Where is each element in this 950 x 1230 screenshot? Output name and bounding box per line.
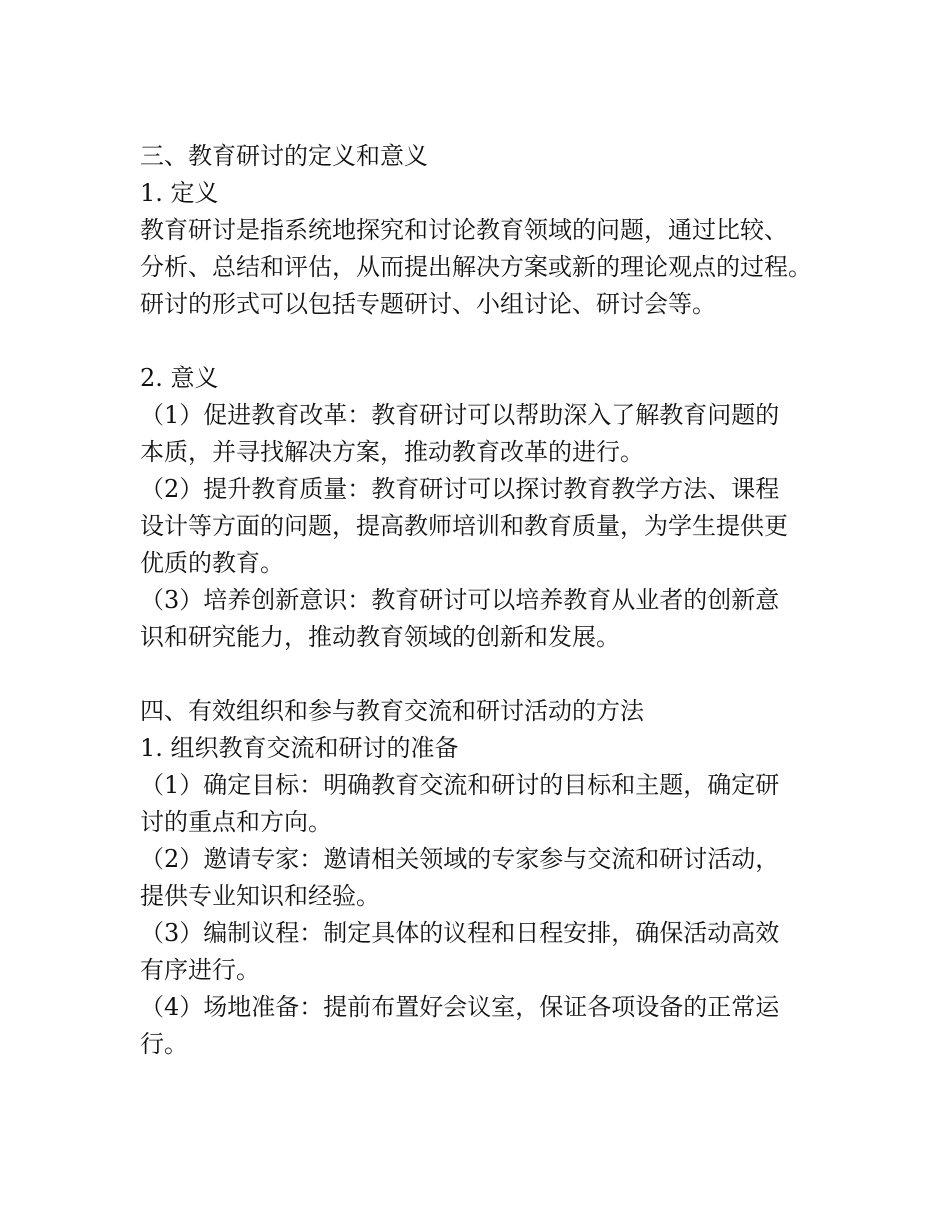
list-item-line: 识和研究能力，推动教育领域的创新和发展。: [140, 623, 620, 651]
section-heading-4: 四、有效组织和参与教育交流和研讨活动的方法: [140, 697, 644, 725]
list-item-line: （1）确定目标：明确教育交流和研讨的目标和主题，确定研: [140, 771, 780, 799]
list-item-line: （4）场地准备：提前布置好会议室，保证各项设备的正常运: [140, 993, 780, 1021]
blank-line: [140, 323, 840, 360]
subheading-significance: 2. 意义: [140, 364, 219, 392]
subheading-definition: 1. 定义: [140, 179, 219, 207]
document-body: [140, 138, 840, 1063]
list-item-line: （2）邀请专家：邀请相关领域的专家参与交流和研讨活动，: [140, 845, 780, 873]
blank-line: [140, 656, 840, 693]
list-item-line: （3）培养创新意识：教育研讨可以培养教育从业者的创新意: [140, 586, 780, 614]
paragraph-line: 分析、总结和评估，从而提出解决方案或新的理论观点的过程。: [140, 253, 812, 281]
list-item-line: （1）促进教育改革：教育研讨可以帮助深入了解教育问题的: [140, 401, 780, 429]
list-item-line: 提供专业知识和经验。: [140, 882, 380, 910]
list-item-line: 讨的重点和方向。: [140, 808, 332, 836]
list-item-line: 有序进行。: [140, 956, 260, 984]
list-item-line: （2）提升教育质量：教育研讨可以探讨教育教学方法、课程: [140, 475, 780, 503]
list-item-line: 设计等方面的问题，提高教师培训和教育质量，为学生提供更: [140, 512, 788, 540]
paragraph-line: 研讨的形式可以包括专题研讨、小组讨论、研讨会等。: [140, 290, 716, 318]
list-item-line: 优质的教育。: [140, 549, 284, 577]
subheading-preparation: 1. 组织教育交流和研讨的准备: [140, 734, 459, 762]
section-heading-3: 三、教育研讨的定义和意义: [140, 142, 428, 170]
paragraph-line: 教育研讨是指系统地探究和讨论教育领域的问题，通过比较、: [140, 216, 788, 244]
list-item-line: 本质，并寻找解决方案，推动教育改革的进行。: [140, 438, 644, 466]
list-item-line: 行。: [140, 1030, 188, 1058]
list-item-line: （3）编制议程：制定具体的议程和日程安排，确保活动高效: [140, 919, 780, 947]
